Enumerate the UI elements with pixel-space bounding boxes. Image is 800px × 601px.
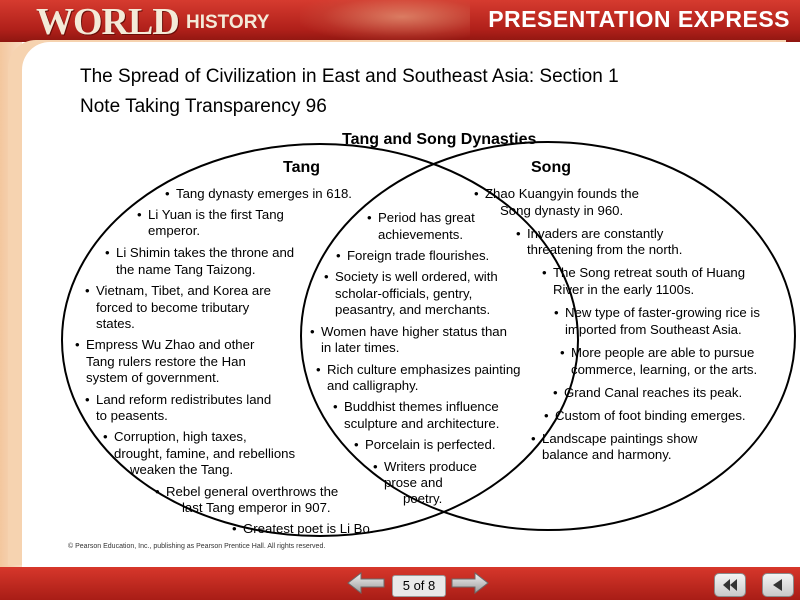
song-bullet-cont: Song dynasty in 960.	[500, 203, 624, 218]
tang-bullet-cont: forced to become tributary	[96, 300, 250, 315]
brand-world: WORLD	[36, 1, 179, 42]
song-bullet-cont: balance and harmony.	[542, 447, 672, 462]
back-button[interactable]	[762, 573, 794, 597]
both-bullet-cont: scholar-officials, gentry,	[335, 286, 473, 301]
song-bullet: • New type of faster-growing rice is	[565, 305, 760, 322]
tang-bullet: • Rebel general overthrows the	[166, 484, 338, 501]
tang-bullet: • Empress Wu Zhao and other	[86, 337, 254, 354]
tang-bullet-cont: the name Tang Taizong.	[116, 262, 256, 277]
song-bullet: • More people are able to pursue	[571, 345, 754, 362]
both-bullet: • Period has great	[378, 210, 475, 227]
tang-bullet: • Land reform redistributes land	[96, 392, 271, 409]
both-bullet: • Foreign trade flourishes.	[347, 248, 489, 265]
song-bullet: • Custom of foot binding emerges.	[555, 408, 746, 425]
copyright-notice: © Pearson Education, Inc., publishing as Pearson Prentice Hall. All rights reserved.	[68, 543, 326, 550]
song-bullet: • Grand Canal reaches its peak.	[564, 385, 742, 402]
tang-bullet-cont: states.	[96, 316, 135, 331]
tang-bullet: • Vietnam, Tibet, and Korea are	[96, 283, 271, 300]
single-left-icon	[763, 574, 793, 596]
slide-title: The Spread of Civilization in East and Southeast Asia: Section 1	[80, 66, 619, 87]
tang-bullet: • Tang dynasty emerges in 618.	[176, 186, 352, 203]
both-bullet-cont: peasantry, and merchants.	[335, 302, 491, 317]
right-arrow-icon[interactable]	[450, 572, 490, 594]
diagram-title: Tang and Song Dynasties	[342, 131, 537, 148]
both-bullet: • Society is well ordered, with	[335, 269, 498, 286]
product-name: PRESENTATION EXPRESS	[488, 6, 790, 32]
slide-subtitle: Note Taking Transparency 96	[80, 96, 327, 117]
both-bullet-cont: sculpture and architecture.	[344, 416, 500, 431]
song-bullet-cont: imported from Southeast Asia.	[565, 322, 742, 337]
double-left-icon	[715, 574, 745, 596]
tang-bullet: • Corruption, high taxes,	[114, 429, 247, 446]
song-bullet-cont: commerce, learning, or the arts.	[571, 362, 758, 377]
page-indicator: 5 of 8	[392, 575, 446, 597]
both-bullet-cont: poetry.	[403, 491, 443, 506]
tang-bullet-cont: Tang rulers restore the Han	[86, 354, 246, 369]
both-bullet: • Women have higher status than	[321, 324, 507, 341]
rewind-button[interactable]	[714, 573, 746, 597]
song-bullet-cont: threatening from the north.	[527, 242, 683, 257]
song-bullet: • Landscape paintings show	[542, 431, 697, 448]
left-arrow-icon[interactable]	[346, 572, 386, 594]
song-bullet: • Zhao Kuangyin founds the	[485, 186, 639, 203]
tang-bullet-cont: last Tang emperor in 907.	[182, 500, 331, 515]
tang-label: Tang	[283, 159, 321, 176]
both-bullet: • Porcelain is perfected.	[365, 437, 495, 454]
song-bullet: • The Song retreat south of Huang	[553, 265, 745, 282]
both-bullet: • Buddhist themes influence	[344, 399, 499, 416]
tang-bullet-cont: emperor.	[148, 223, 201, 238]
both-bullet-cont: in later times.	[321, 340, 400, 355]
both-bullet-cont: and calligraphy.	[327, 378, 419, 393]
song-bullet-cont: River in the early 1100s.	[553, 282, 695, 297]
song-bullet: • Invaders are constantly	[527, 226, 663, 243]
tang-bullet: • Li Yuan is the first Tang	[148, 207, 284, 224]
tang-bullet-cont: system of government.	[86, 370, 220, 385]
brand-history: HISTORY	[186, 12, 270, 33]
both-bullet: • Rich culture emphasizes painting	[327, 362, 521, 379]
tang-bullet: • Li Shimin takes the throne and	[116, 245, 294, 262]
both-bullet-cont: prose and	[384, 475, 443, 490]
tang-bullet: • Greatest poet is Li Bo.	[243, 521, 373, 538]
both-bullet-cont: achievements.	[378, 227, 464, 242]
tang-bullet-cont: to peasents.	[96, 408, 168, 423]
tang-bullet-cont: drought, famine, and rebellions	[114, 446, 296, 461]
tang-bullet-cont: weaken the Tang.	[130, 462, 234, 477]
song-label: Song	[531, 159, 571, 176]
both-bullet: • Writers produce	[384, 459, 477, 476]
